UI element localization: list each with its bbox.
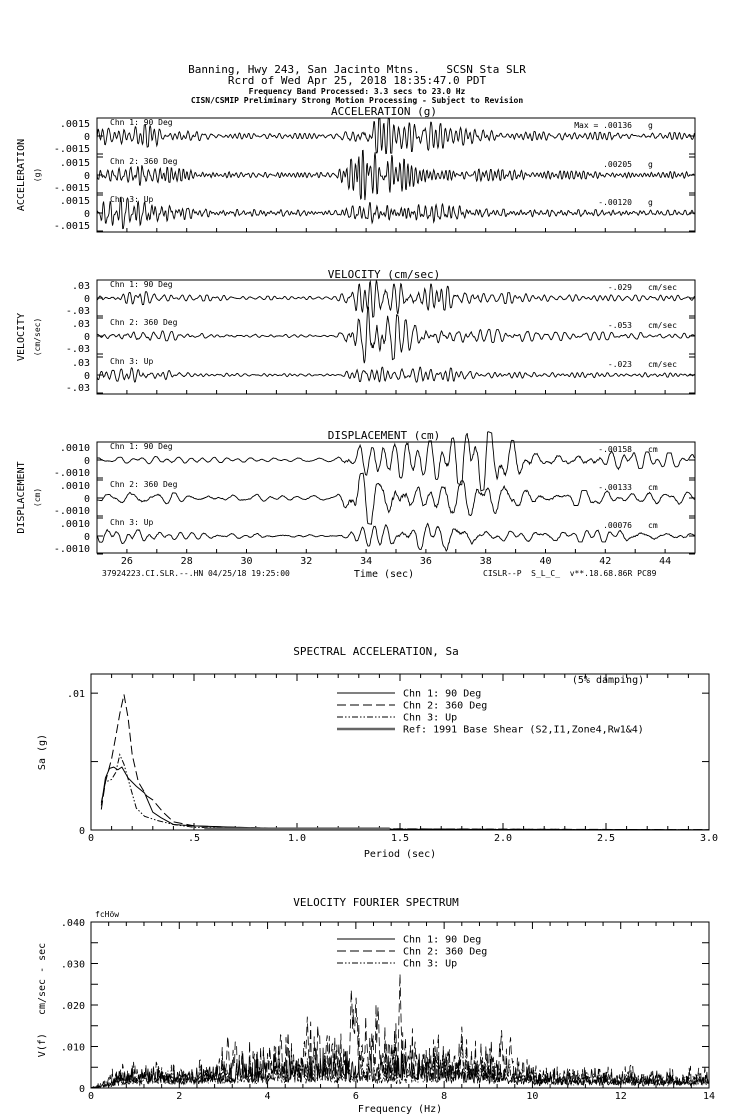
sa-series-1 xyxy=(101,767,709,830)
waveform-2 xyxy=(97,307,694,363)
x-tick-label: 12 xyxy=(614,1091,627,1102)
peak-unit: cm/sec xyxy=(648,321,677,330)
channel-label: Chn 1: 90 Deg xyxy=(110,118,173,127)
legend-label: Chn 1: 90 Deg xyxy=(403,688,482,700)
channel-label: Chn 3: Up xyxy=(110,195,154,204)
peak-unit: cm/sec xyxy=(648,360,677,369)
channel-label: Chn 2: 360 Deg xyxy=(110,157,178,166)
time-tick-label: 40 xyxy=(539,556,552,567)
time-tick-label: 32 xyxy=(300,556,313,567)
y-tick-label: .0010 xyxy=(59,443,90,454)
channel-label: Chn 2: 360 Deg xyxy=(110,318,178,327)
peak-value: -.00133 xyxy=(598,483,632,492)
panel-y-unit: (cm) xyxy=(33,487,42,508)
channel-label: Chn 3: Up xyxy=(110,518,154,527)
y-tick-label: .01 xyxy=(66,689,85,701)
y-tick-label: .03 xyxy=(71,281,90,292)
y-tick-label: -.0010 xyxy=(53,468,90,479)
peak-value: -.029 xyxy=(607,283,632,292)
waveform-1 xyxy=(97,281,694,317)
channel-label: Chn 1: 90 Deg xyxy=(110,280,173,289)
legend-label: Chn 3: Up xyxy=(403,958,458,970)
x-tick-label: 8 xyxy=(441,1091,448,1102)
x-tick-label: 4 xyxy=(264,1091,271,1102)
panel-title: DISPLACEMENT (cm) xyxy=(327,429,441,442)
waveform-3 xyxy=(97,367,694,382)
y-tick-label: .0010 xyxy=(59,519,90,530)
report-header xyxy=(188,63,526,105)
y-tick-label: -.0015 xyxy=(53,221,90,232)
x-tick-label: 0 xyxy=(87,1091,95,1102)
x-tick-label: 0 xyxy=(87,833,95,844)
panel-title: ACCELERATION (g) xyxy=(331,105,437,118)
y-tick-label: 0 xyxy=(83,171,90,182)
y-tick-label: -.0015 xyxy=(53,183,90,194)
x-tick-label: 3.0 xyxy=(699,833,719,844)
panel-title: VELOCITY (cm/sec) xyxy=(327,268,441,281)
x-tick-label: 2 xyxy=(176,1091,183,1102)
record-time: Rcrd of Wed Apr 25, 2018 18:35:47.0 PDT xyxy=(227,74,487,87)
time-series-plots xyxy=(16,105,695,567)
y-tick-label: .020 xyxy=(60,1001,85,1012)
record-id-footer: 37924223.CI.SLR.--.HN 04/25/18 19:25:00 xyxy=(102,569,290,578)
panel-velocity xyxy=(16,268,695,394)
y-tick-label: .0015 xyxy=(59,196,90,207)
y-tick-label: -.0015 xyxy=(53,144,90,155)
y-tick-label: 0 xyxy=(83,132,90,143)
peak-value: .00076 xyxy=(603,521,632,530)
vf-title: VELOCITY FOURIER SPECTRUM xyxy=(293,896,459,909)
channel-label: Chn 2: 360 Deg xyxy=(110,480,178,489)
time-tick-label: 38 xyxy=(479,556,492,567)
plot-frame xyxy=(91,674,709,830)
y-tick-label: .0015 xyxy=(59,119,90,130)
time-tick-label: 34 xyxy=(360,556,373,567)
y-tick-label: 0 xyxy=(83,294,90,305)
time-tick-label: 30 xyxy=(240,556,253,567)
y-tick-label: .0010 xyxy=(59,481,90,492)
panel-y-unit: (cm/sec) xyxy=(33,317,42,357)
time-tick-label: 26 xyxy=(120,556,133,567)
peak-unit: cm xyxy=(648,483,658,492)
peak-value: -.00158 xyxy=(598,445,632,454)
panel-acceleration xyxy=(16,105,695,232)
time-axis-label: Time (sec) xyxy=(353,569,415,580)
y-tick-label: .010 xyxy=(60,1042,85,1054)
sa-x-label: Period (sec) xyxy=(363,849,437,860)
y-tick-label: -.03 xyxy=(65,306,90,317)
panel-y-label: DISPLACEMENT xyxy=(16,461,27,534)
peak-unit: cm xyxy=(648,445,658,454)
x-tick-label: 1.0 xyxy=(287,833,307,844)
waveform-2 xyxy=(97,150,694,200)
y-tick-label: 0 xyxy=(83,209,90,220)
processing-code-footer: CISLR--P S_L_C_ v**.18.68.86R PC89 xyxy=(483,569,657,578)
legend-label: Chn 2: 360 Deg xyxy=(403,700,488,712)
y-tick-label: .03 xyxy=(71,319,90,330)
y-tick-label: .030 xyxy=(60,959,85,971)
panel-y-label: ACCELERATION xyxy=(16,138,27,212)
y-tick-label: .0015 xyxy=(59,158,90,169)
sa-title: SPECTRAL ACCELERATION, Sa xyxy=(293,645,459,658)
time-tick-label: 28 xyxy=(180,556,193,567)
legend-label: Chn 3: Up xyxy=(403,712,458,724)
y-tick-label: 0 xyxy=(83,532,90,543)
plot-frame xyxy=(91,922,709,1088)
y-tick-label: 0 xyxy=(83,456,90,467)
peak-value: -.00120 xyxy=(598,198,632,207)
time-axis-footer xyxy=(102,569,657,580)
y-tick-label: 0 xyxy=(78,1084,85,1095)
x-tick-label: 10 xyxy=(526,1091,539,1102)
legend-label: Ref: 1991 Base Shear (S2,I1,Zone4,Rw1&4) xyxy=(403,724,644,736)
y-tick-label: 0 xyxy=(78,826,85,837)
peak-unit: g xyxy=(648,121,653,130)
y-tick-label: 0 xyxy=(83,371,90,382)
corner-label: fcHöw xyxy=(95,910,120,919)
peak-value: Max = .00136 xyxy=(574,121,632,130)
x-tick-label: 6 xyxy=(352,1091,359,1102)
panel-y-label: VELOCITY xyxy=(16,312,27,362)
y-tick-label: .03 xyxy=(71,358,90,369)
x-tick-label: 14 xyxy=(702,1091,716,1102)
channel-label: Chn 1: 90 Deg xyxy=(110,442,173,451)
vf-x-label: Frequency (Hz) xyxy=(357,1104,443,1115)
station-title: Banning, Hwy 243, San Jacinto Mtns. SCSN Sta SLR xyxy=(188,63,526,76)
y-tick-label: .040 xyxy=(60,918,85,929)
spectral-acceleration-chart xyxy=(37,645,718,860)
velocity-fourier-chart xyxy=(37,896,715,1115)
peak-unit: cm/sec xyxy=(648,283,677,292)
panel-y-unit: (g) xyxy=(33,167,42,183)
legend-label: Chn 1: 90 Deg xyxy=(403,934,482,946)
y-tick-label: -.03 xyxy=(65,383,90,394)
x-tick-label: 1.5 xyxy=(390,833,410,844)
y-tick-label: -.03 xyxy=(65,344,90,355)
frequency-band: Frequency Band Processed: 3.3 secs to 23.0 Hz xyxy=(248,87,466,96)
y-tick-label: 0 xyxy=(83,494,90,505)
peak-value: .00205 xyxy=(603,160,632,169)
time-tick-label: 36 xyxy=(419,556,432,567)
damping-note: (5% damping) xyxy=(571,675,645,686)
peak-value: -.053 xyxy=(607,321,632,330)
peak-unit: cm xyxy=(648,521,658,530)
peak-value: -.023 xyxy=(607,360,632,369)
processing-note: CISN/CSMIP Preliminary Strong Motion Processing - Subject to Revision xyxy=(190,96,524,105)
time-tick-label: 42 xyxy=(599,556,612,567)
channel-label: Chn 3: Up xyxy=(110,357,154,366)
sa-y-label: Sa (g) xyxy=(37,733,48,771)
legend-label: Chn 2: 360 Deg xyxy=(403,946,488,958)
x-tick-label: 2.5 xyxy=(596,833,616,844)
y-tick-label: -.0010 xyxy=(53,544,90,555)
x-tick-label: 2.0 xyxy=(493,833,513,844)
sa-series-3 xyxy=(101,755,709,830)
time-tick-label: 44 xyxy=(659,556,672,567)
y-tick-label: 0 xyxy=(83,332,90,343)
x-tick-label: .5 xyxy=(187,833,201,844)
y-tick-label: -.0010 xyxy=(53,506,90,517)
vf-y-label: V(f) cm/sec - sec xyxy=(37,942,48,1058)
waveform-2 xyxy=(97,473,694,524)
panel-displacement xyxy=(16,429,695,555)
peak-unit: g xyxy=(648,198,653,207)
peak-unit: g xyxy=(648,160,653,169)
